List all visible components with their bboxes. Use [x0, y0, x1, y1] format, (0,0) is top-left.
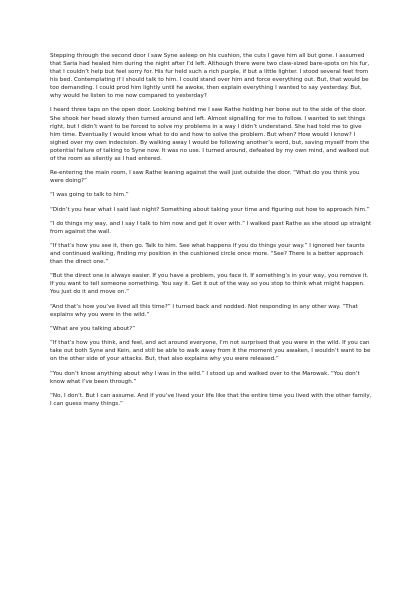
- paragraph-8: “But the direct one is always easier. If you have a problem, you face it. If something’s in your way, you remove it. If you want to tell someone something. You say it. Get it out of the way so you stop to think what might happen. You just do it and move on.”: [50, 273, 369, 296]
- paragraph-11: “If that’s how you think, and feel, and act around everyone, I’m not surprised that you were in the wild. If you can take out both Syne and Kein, and still be able to walk away from it the moment you awaken, I wouldn’t want to be on the other side of your attacks. But, that also explains why you were released.”: [50, 340, 371, 363]
- paragraph-1: Stepping through the second door I saw Syne asleep on his cushion, the cuts I gave him all but gone. I assumed that Saria had healed him during the night after I’d left. Although there were two claw-sized bare-spots on his fur, that I couldn’t help but feel sorry for. His fur held such a rich purple, if but a little lighter. I stood several feet from his bed. Contemplating if I should talk to him. I could stand over him and force everything out. But, that would be too demanding. I could prod him lightly until he awoke, then explain everything I wanted to say yesterday. But, why would he listen to me now compared to yesterday?: [50, 53, 370, 100]
- paragraph-2: I heard three taps on the open door. Looking behind me I saw Rathe holding her bone out to the side of the door. She shook her head slowly then turned around and left. Almost signalling for me to follow. I wanted to set things right, but I didn’t want to be forced to solve my problems in a way I didn’t understand. She had told me to give him time. Eventually I would know what to do and how to solve the problem. But when? How would I know? I sighed over my own indecision. By walking away I would be following another’s word, but, saving myself from the potential failure of talking to Syne now. It was no use. I turned around, defeated by my own mind, and walked out of the room as silently as I had entered.: [50, 107, 370, 162]
- paragraph-9: “And that’s how you’ve lived all this time?” I turned back and nodded. Not responding in any other way. “That explains why you were in the wild.”: [50, 303, 358, 318]
- document-page: [50, 52, 372, 408]
- paragraph-13: “No, I don’t. But I can assume. And if you’ve lived your life like that the entire time you lived with the other family, I can guess many things.”: [50, 392, 372, 407]
- paragraph-6: “I do things my way, and I say I talk to him now and get it over with.” I walked past Rathe as she stood up straight from against the wall.: [50, 220, 372, 235]
- paragraph-7: “If that’s how you see it, then go. Talk to him. See what happens if you do things your way.” I ignored her taunts and continued walking, finding my position in the cushioned circle once more. “See? There is a better approach than the direct one.”: [50, 243, 365, 266]
- paragraph-4: “I was going to talk to him.”: [50, 192, 129, 199]
- paragraph-5: “Didn’t you hear what I said last night? Something about taking your time and figuring out how to approach him.”: [50, 206, 370, 213]
- paragraph-10: “What are you talking about?”: [50, 325, 136, 332]
- paragraph-12: “You don’t know anything about why I was in the wild.” I stood up and walked over to the Marowak. “You don’t know what I’ve been through.”: [50, 370, 360, 385]
- paragraph-3: Re-entering the main room, I saw Rathe leaning against the wall just outside the door. “What do you think you were doing?”: [50, 169, 360, 185]
